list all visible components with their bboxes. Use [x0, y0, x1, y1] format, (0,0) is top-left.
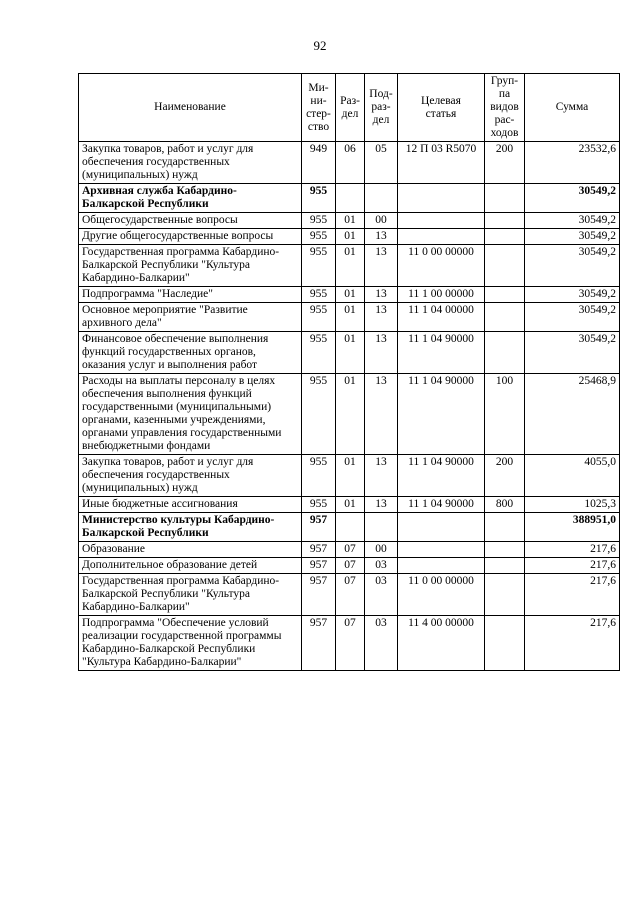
cell-group: 100: [485, 374, 525, 455]
header-target: Целевая статья: [398, 74, 485, 142]
cell-sum: 217,6: [525, 574, 620, 616]
cell-section: 01: [336, 303, 365, 332]
cell-target: 12 П 03 R5070: [398, 142, 485, 184]
cell-target: 11 1 00 00000: [398, 287, 485, 303]
cell-target: 11 4 00 00000: [398, 616, 485, 671]
cell-subsection: 00: [365, 542, 398, 558]
cell-ministry: 955: [302, 497, 336, 513]
cell-sum: 25468,9: [525, 374, 620, 455]
cell-sum: 217,6: [525, 558, 620, 574]
cell-name: Закупка товаров, работ и услуг для обеспечения государственных (муниципальных) нужд: [79, 455, 302, 497]
cell-section: 01: [336, 287, 365, 303]
table-row: [79, 455, 620, 497]
cell-target: 11 0 00 00000: [398, 574, 485, 616]
cell-target: [398, 558, 485, 574]
header-name: Наименование: [79, 74, 302, 142]
cell-name: Подпрограмма "Обеспечение условий реализации государственной программы Кабардино-Балкарской Республики "Культура Кабардино-Балкарии": [79, 616, 302, 671]
table-body: [79, 142, 620, 671]
cell-sum: 30549,2: [525, 229, 620, 245]
cell-sum: 23532,6: [525, 142, 620, 184]
cell-target: 11 1 04 90000: [398, 332, 485, 374]
table-row: [79, 542, 620, 558]
cell-ministry: 957: [302, 574, 336, 616]
cell-subsection: 05: [365, 142, 398, 184]
cell-ministry: 955: [302, 374, 336, 455]
cell-group: [485, 213, 525, 229]
cell-section: 01: [336, 245, 365, 287]
cell-sum: 217,6: [525, 542, 620, 558]
cell-group: [485, 332, 525, 374]
header-subsection: Под- раз- дел: [365, 74, 398, 142]
cell-ministry: 955: [302, 303, 336, 332]
cell-subsection: 13: [365, 303, 398, 332]
cell-ministry: 949: [302, 142, 336, 184]
cell-section: 06: [336, 142, 365, 184]
table-row: [79, 332, 620, 374]
page-number: 92: [313, 38, 327, 53]
table-row: [79, 142, 620, 184]
cell-group: 800: [485, 497, 525, 513]
cell-target: [398, 542, 485, 558]
cell-group: [485, 245, 525, 287]
cell-target: 11 1 04 00000: [398, 303, 485, 332]
cell-subsection: 13: [365, 287, 398, 303]
cell-subsection: 13: [365, 245, 398, 287]
cell-name: Другие общегосударственные вопросы: [79, 229, 302, 245]
cell-group: [485, 542, 525, 558]
header-group: Груп- па видов рас- ходов: [485, 74, 525, 142]
table-row: [79, 184, 620, 213]
cell-section: 01: [336, 497, 365, 513]
cell-group: [485, 184, 525, 213]
table-row: [79, 245, 620, 287]
cell-sum: 30549,2: [525, 303, 620, 332]
table-row: [79, 303, 620, 332]
cell-sum: 30549,2: [525, 213, 620, 229]
cell-name: Министерство культуры Кабардино-Балкарской Республики: [79, 513, 302, 542]
table-row: [79, 287, 620, 303]
cell-name: Подпрограмма "Наследие": [79, 287, 302, 303]
cell-target: [398, 229, 485, 245]
cell-section: [336, 184, 365, 213]
table-row: [79, 229, 620, 245]
cell-target: [398, 513, 485, 542]
cell-ministry: 955: [302, 455, 336, 497]
cell-ministry: 957: [302, 513, 336, 542]
table-row: [79, 558, 620, 574]
cell-target: 11 1 04 90000: [398, 455, 485, 497]
header-ministry: Ми- ни- стер- ство: [302, 74, 336, 142]
cell-section: 01: [336, 229, 365, 245]
cell-group: [485, 303, 525, 332]
table-row: [79, 574, 620, 616]
cell-name: Финансовое обеспечение выполнения функций государственных органов, оказания услуг и выполнения работ: [79, 332, 302, 374]
cell-ministry: 957: [302, 558, 336, 574]
table-row: [79, 497, 620, 513]
cell-sum: 1025,3: [525, 497, 620, 513]
header-section: Раз- дел: [336, 74, 365, 142]
cell-subsection: 13: [365, 497, 398, 513]
cell-sum: 30549,2: [525, 184, 620, 213]
cell-subsection: 13: [365, 455, 398, 497]
cell-subsection: 13: [365, 374, 398, 455]
cell-sum: 217,6: [525, 616, 620, 671]
cell-section: 01: [336, 374, 365, 455]
cell-sum: 30549,2: [525, 332, 620, 374]
cell-group: [485, 287, 525, 303]
cell-section: 07: [336, 616, 365, 671]
cell-section: 01: [336, 455, 365, 497]
budget-table: [78, 73, 620, 671]
cell-ministry: 957: [302, 616, 336, 671]
cell-subsection: 03: [365, 616, 398, 671]
table-header-row: [79, 74, 620, 142]
cell-group: [485, 513, 525, 542]
cell-sum: 30549,2: [525, 245, 620, 287]
table-row: [79, 374, 620, 455]
cell-ministry: 955: [302, 229, 336, 245]
cell-ministry: 955: [302, 245, 336, 287]
cell-group: 200: [485, 142, 525, 184]
cell-section: 01: [336, 332, 365, 374]
cell-section: 07: [336, 542, 365, 558]
table-row: [79, 513, 620, 542]
cell-group: [485, 616, 525, 671]
cell-name: Образование: [79, 542, 302, 558]
cell-group: 200: [485, 455, 525, 497]
cell-target: 11 1 04 90000: [398, 374, 485, 455]
cell-subsection: 00: [365, 213, 398, 229]
cell-sum: 4055,0: [525, 455, 620, 497]
cell-section: 01: [336, 213, 365, 229]
cell-target: 11 1 04 90000: [398, 497, 485, 513]
cell-name: Государственная программа Кабардино-Балкарской Республики "Культура Кабардино-Балкарии": [79, 245, 302, 287]
cell-ministry: 955: [302, 213, 336, 229]
cell-name: Основное мероприятие "Развитие архивного дела": [79, 303, 302, 332]
cell-target: [398, 184, 485, 213]
cell-ministry: 955: [302, 184, 336, 213]
cell-subsection: 03: [365, 574, 398, 616]
cell-target: [398, 213, 485, 229]
cell-section: [336, 513, 365, 542]
cell-subsection: 13: [365, 332, 398, 374]
cell-target: 11 0 00 00000: [398, 245, 485, 287]
cell-name: Архивная служба Кабардино-Балкарской Республики: [79, 184, 302, 213]
cell-name: Дополнительное образование детей: [79, 558, 302, 574]
cell-ministry: 957: [302, 542, 336, 558]
cell-sum: 30549,2: [525, 287, 620, 303]
cell-ministry: 955: [302, 332, 336, 374]
cell-sum: 388951,0: [525, 513, 620, 542]
cell-subsection: [365, 184, 398, 213]
cell-ministry: 955: [302, 287, 336, 303]
cell-name: Иные бюджетные ассигнования: [79, 497, 302, 513]
cell-name: Расходы на выплаты персоналу в целях обеспечения выполнения функций государственными (муниципальными) органами, казенными учреждениями, органами управления государственными внебюджетными фондами: [79, 374, 302, 455]
cell-name: Общегосударственные вопросы: [79, 213, 302, 229]
cell-group: [485, 558, 525, 574]
cell-subsection: 03: [365, 558, 398, 574]
header-sum: Сумма: [525, 74, 620, 142]
cell-name: Государственная программа Кабардино-Балкарской Республики "Культура Кабардино-Балкарии": [79, 574, 302, 616]
cell-section: 07: [336, 558, 365, 574]
table-row: [79, 616, 620, 671]
cell-subsection: 13: [365, 229, 398, 245]
cell-section: 07: [336, 574, 365, 616]
cell-subsection: [365, 513, 398, 542]
cell-group: [485, 574, 525, 616]
table-row: [79, 213, 620, 229]
cell-name: Закупка товаров, работ и услуг для обеспечения государственных (муниципальных) нужд: [79, 142, 302, 184]
cell-group: [485, 229, 525, 245]
